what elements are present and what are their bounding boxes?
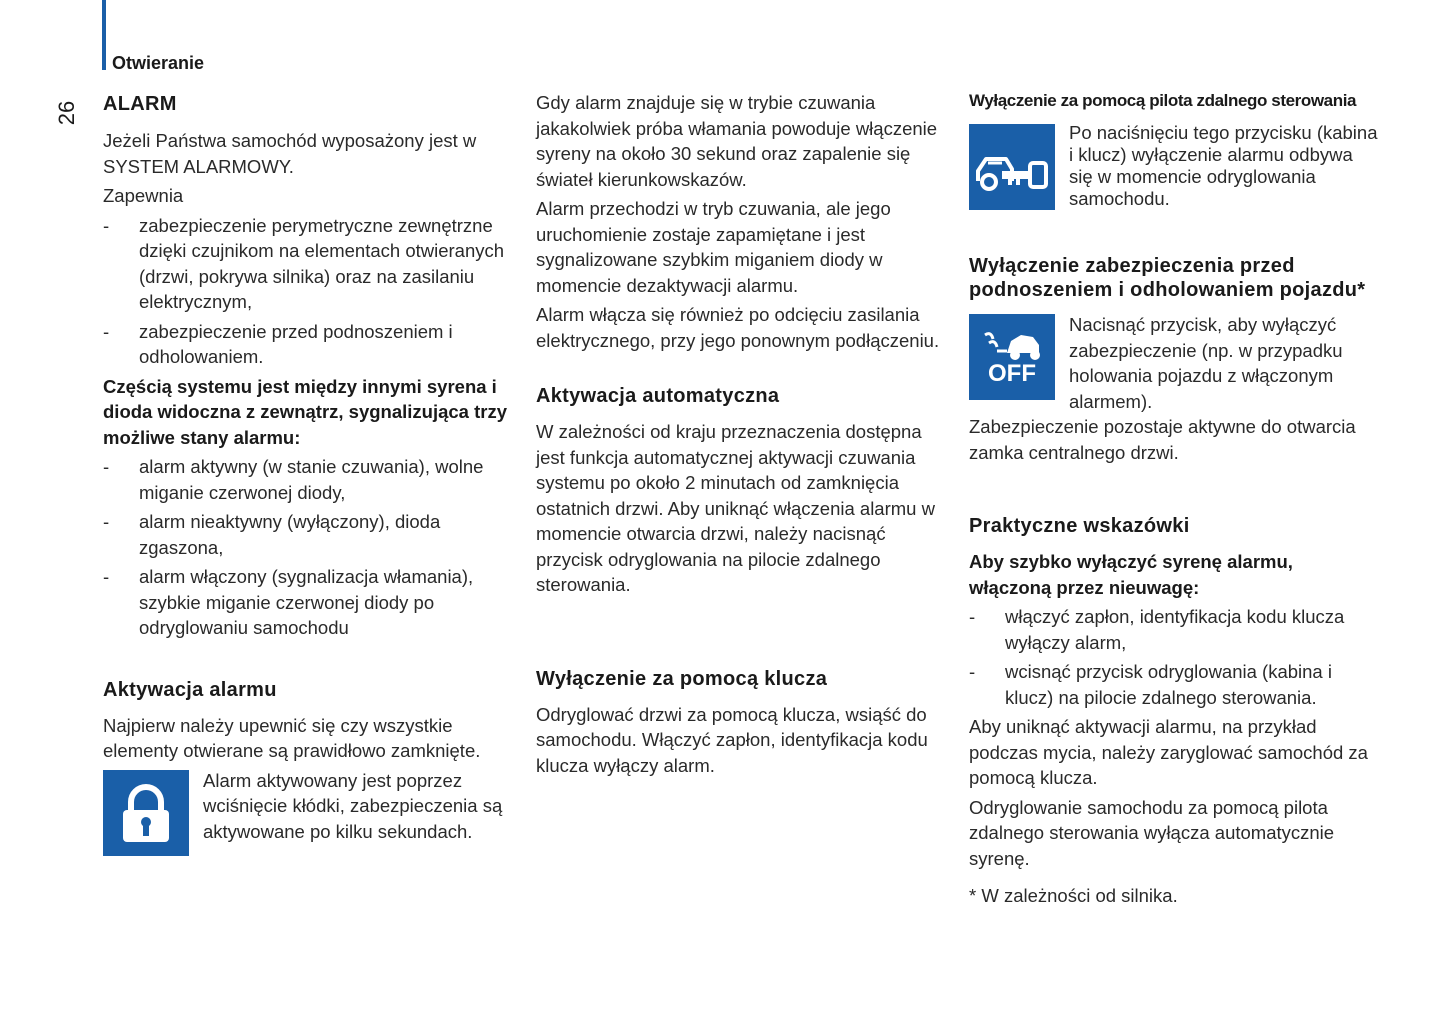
- tips-heading: Praktyczne wskazówki: [969, 515, 1190, 537]
- states-list: [103, 454, 513, 641]
- tips-wash-text: Aby uniknąć aktywacji alarmu, na przykład podczas mycia, należy zaryglować samochód za pomocą klucza.: [969, 716, 1368, 788]
- system-parts-text: Częścią systemu jest między innymi syrena i dioda widoczna z zewnątrz, sygnalizująca trzy możliwe stany alarmu:: [103, 375, 508, 448]
- column-1: [103, 90, 513, 856]
- page-number: 26: [54, 100, 79, 126]
- lift-after-text: Zabezpieczenie pozostaje aktywne do otwarcia zamka centralnego drzwi.: [969, 416, 1356, 463]
- activation-icon-row: [103, 768, 513, 856]
- key-disable-text: Odryglować drzwi za pomocą klucza, wsiąść do samochodu. Włączyć zapłon, identyfikacja kodu klucza wyłączy alarm.: [536, 703, 928, 776]
- remote-icon-row: [969, 122, 1379, 210]
- padlock-icon: [103, 770, 189, 856]
- alarm-memory-text: Alarm przechodzi w tryb czuwania, ale jego uruchomienie zostaje zapamiętane i jest sygnalizowane szybkim miganiem diody w momencie dezaktywacji alarmu.: [536, 198, 891, 296]
- auto-activation-text: W zależności od kraju przeznaczenia dostępna jest funkcja automatycznej aktywacji czuwania systemu po około 2 minutach od zamknięcia ostatnich drzwi. Aby uniknąć włączenia alarmu w momencie otwarcia drzwi, należy nacisnąć przycisk odryglowania na pilocie zdalnego sterowania.: [536, 421, 935, 595]
- provides-list: [103, 213, 513, 370]
- lift-disable-heading: Wyłączenie zabezpieczenia przed podnoszeniem i odholowaniem pojazdu*: [969, 255, 1366, 301]
- section-title: Otwieranie: [112, 53, 205, 73]
- column-3: [969, 90, 1379, 913]
- list-item: - zabezpieczenie perymetryczne zewnętrzne dzięki czujnikom na elementach otwieranych (drzwi, pokrywa silnika) oraz na zasilaniu elektrycznym,: [103, 213, 513, 315]
- tips-bold-text: Aby szybko wyłączyć syrenę alarmu, włączoną przez nieuwagę:: [969, 551, 1293, 598]
- list-item: - alarm włączony (sygnalizacja włamania), szybkie miganie czerwonej diody po odryglowaniu samochodu: [103, 564, 513, 641]
- alarm-power-text: Alarm włącza się również po odcięciu zasilania elektrycznego, przy jego ponownym podłączeniu.: [536, 304, 940, 351]
- list-item: - alarm nieaktywny (wyłączony), dioda zgaszona,: [103, 509, 513, 560]
- alarm-heading: ALARM: [103, 93, 177, 115]
- list-item: - włączyć zapłon, identyfikacja kodu klucza wyłączy alarm,: [969, 604, 1379, 655]
- activation-text: Najpierw należy upewnić się czy wszystkie elementy otwierane są prawidłowo zamknięte.: [103, 714, 481, 761]
- footnote: * W zależności od silnika.: [969, 885, 1178, 906]
- remote-disable-heading: Wyłączenie za pomocą pilota zdalnego sterowania: [969, 91, 1357, 110]
- auto-activation-heading: Aktywacja automatyczna: [536, 385, 780, 407]
- tow-off-icon: [969, 314, 1055, 400]
- alarm-trigger-text: Gdy alarm znajduje się w trybie czuwania jakakolwiek próba włamania powoduje włączenie syreny na około 30 sekund oraz zapalenie się świateł kierunkowskazów.: [536, 92, 938, 190]
- lift-icon-row: [969, 312, 1379, 414]
- off-label: OFF: [988, 360, 1036, 387]
- list-item: - wcisnąć przycisk odryglowania (kabina i klucz) na pilocie zdalnego sterowania.: [969, 659, 1379, 710]
- lift-icon-text: Nacisnąć przycisk, aby wyłączyć zabezpieczenie (np. w przypadku holowania pojazdu z włączonym alarmem).: [1069, 314, 1343, 412]
- provides-text: Zapewnia: [103, 185, 184, 206]
- activation-icon-text: Alarm aktywowany jest poprzez wciśnięcie kłódki, zabezpieczenia są aktywowane po kilku sekundach.: [203, 769, 503, 842]
- list-item: - zabezpieczenie przed podnoszeniem i odholowaniem.: [103, 319, 513, 370]
- tips-siren-text: Odryglowanie samochodu za pomocą pilota zdalnego sterowania wyłącza automatycznie syrenę.: [969, 796, 1335, 869]
- key-disable-heading: Wyłączenie za pomocą klucza: [536, 667, 828, 690]
- section-bar: [102, 0, 106, 70]
- column-2: [536, 90, 946, 782]
- remote-icon-text: Po naciśnięciu tego przycisku (kabina i klucz) wyłączenie alarmu odbywa się w momencie odryglowania samochodu.: [1069, 122, 1378, 209]
- cabin-key-icon: [969, 124, 1055, 210]
- list-item: - alarm aktywny (w stanie czuwania), wolne miganie czerwonej diody,: [103, 454, 513, 505]
- activation-heading: Aktywacja alarmu: [103, 678, 277, 701]
- intro-text: Jeżeli Państwa samochód wyposażony jest w SYSTEM ALARMOWY.: [103, 130, 477, 177]
- tips-list: [969, 604, 1379, 710]
